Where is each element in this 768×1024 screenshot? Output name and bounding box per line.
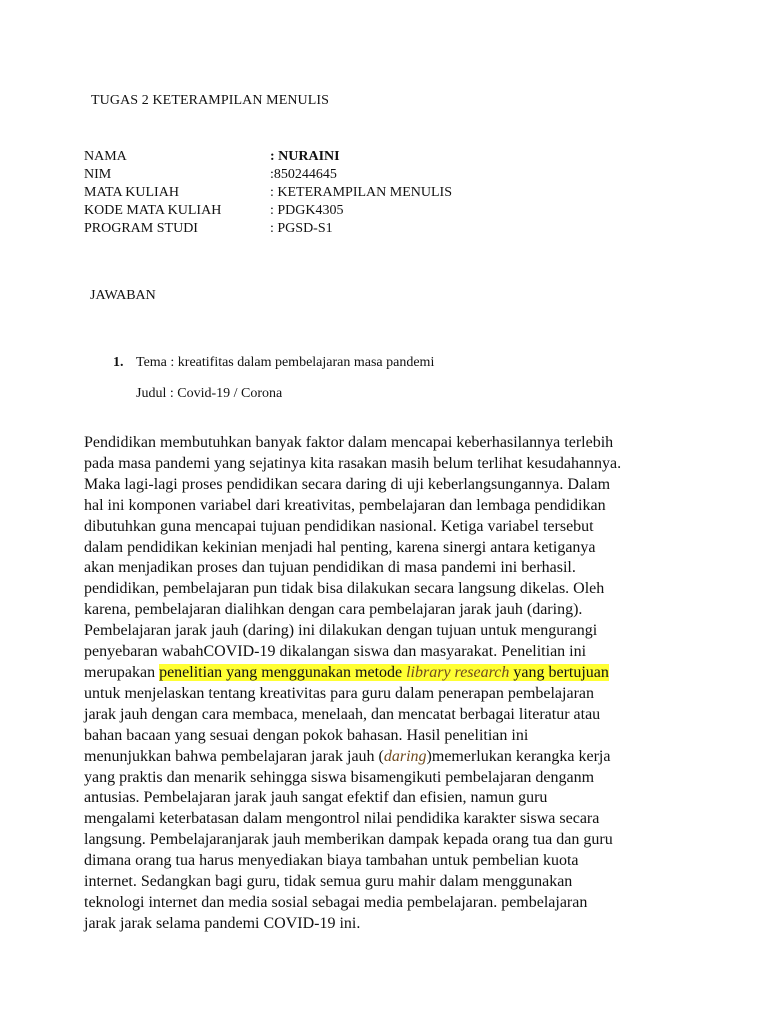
info-label: MATA KULIAH <box>84 185 179 200</box>
paragraph-line: dalam pendidikan kekinian menjadi hal penting, karena sinergi antara ketiganya <box>84 538 596 556</box>
paragraph-line: pada masa pandemi yang sejatinya kita rasakan masih belum terlihat kesudahannya. <box>84 454 622 472</box>
paragraph-line: langsung. Pembelajaranjarak jauh memberikan dampak kepada orang tua dan guru <box>84 831 613 849</box>
paragraph-line: yang praktis dan menarik sehingga siswa bisamengikuti pembelajaran denganm <box>84 768 595 786</box>
italic-term: daring <box>383 747 427 765</box>
section-heading: JAWABAN <box>90 288 156 303</box>
info-label: NAMA <box>84 149 127 164</box>
paragraph-line: pendidikan, pembelajaran pun tidak bisa dilakukan secara langsung dikelas. Oleh <box>84 580 605 598</box>
paragraph-line: Pendidikan membutuhkan banyak faktor dalam mencapai keberhasilannya terlebih <box>84 434 614 451</box>
paragraph-line: internet. Sedangkan bagi guru, tidak semua guru mahir dalam menggunakan <box>84 873 573 891</box>
italic-term: library research <box>406 663 510 681</box>
paragraph-line: antusias. Pembelajaran jarak jauh sangat efektif dan efisien, namun guru <box>84 789 548 807</box>
info-value: :850244645 <box>270 167 337 182</box>
paragraph-line: dibutuhkan guna mencapai tujuan pendidikan nasional. Ketiga variabel tersebut <box>84 517 594 535</box>
paragraph-line: jarak jauh dengan cara membaca, menelaah, dan mencatat berbagai literatur atau <box>84 705 601 723</box>
info-value: : PDGK4305 <box>270 203 344 218</box>
highlighted-text <box>159 664 609 681</box>
judul-line: Judul : Covid-19 / Corona <box>136 386 283 401</box>
paragraph-line: Pembelajaran jarak jauh (daring) ini dilakukan dengan tujuan untuk mengurangi <box>84 622 598 640</box>
info-value: : NURAINI <box>270 149 340 164</box>
paragraph-line-highlighted <box>84 663 684 684</box>
highlight-part: yang bertujuan <box>509 663 609 681</box>
line-text: )memerlukan kerangka kerja <box>426 747 611 765</box>
info-label: NIM <box>84 167 112 182</box>
paragraph-line: akan menjadikan proses dan tujuan pendidikan di masa pandemi ini berhasil. <box>84 559 576 577</box>
info-value: : PGSD-S1 <box>270 221 333 236</box>
paragraph-line: bahan bacaan yang sesuai dengan pokok bahasan. Hasil penelitian ini <box>84 726 529 744</box>
paragraph-line: teknologi internet dan media sosial sebagai media pembelajaran. pembelajaran <box>84 893 588 911</box>
info-label: PROGRAM STUDI <box>84 221 198 236</box>
paragraph-line-italic-term <box>84 747 684 768</box>
info-label: KODE MATA KULIAH <box>84 203 222 218</box>
paragraph-line: dimana orang tua harus menyediakan biaya tambahan untuk pembelian kuota <box>84 852 579 870</box>
highlight-part: penelitian yang menggunakan metode <box>159 663 407 681</box>
paragraph-line: karena, pembelajaran dialihkan dengan cara pembelajaran jarak jauh (daring). <box>84 601 583 619</box>
paragraph-line: mengalami keterbatasan dalam mengontrol nilai pendidika karakter siswa secara <box>84 810 600 828</box>
paragraph-line: Maka lagi-lagi proses pendidikan secara daring di uji keberlangsungannya. Dalam <box>84 475 611 493</box>
line-text: menunjukkan bahwa pembelajaran jarak jauh ( <box>84 747 384 765</box>
paragraph-line: penyebaran wabahCOVID-19 dikalangan siswa dan masyarakat. Penelitian ini <box>84 643 587 661</box>
essay-paragraph <box>84 433 684 935</box>
paragraph-line: jarak jarak selama pandemi COVID-19 ini. <box>84 914 361 932</box>
info-value: : KETERAMPILAN MENULIS <box>270 185 452 200</box>
document-title: TUGAS 2 KETERAMPILAN MENULIS <box>91 93 330 108</box>
line-text: merupakan <box>84 663 160 681</box>
tema-line: Tema : kreatifitas dalam pembelajaran masa pandemi <box>136 355 435 370</box>
paragraph-line: hal ini komponen variabel dari kreativitas, pembelajaran dan lembaga pendidikan <box>84 496 606 514</box>
paragraph-line: untuk menjelaskan tentang kreativitas para guru dalam penerapan pembelajaran <box>84 684 595 702</box>
list-number: 1. <box>113 355 124 370</box>
